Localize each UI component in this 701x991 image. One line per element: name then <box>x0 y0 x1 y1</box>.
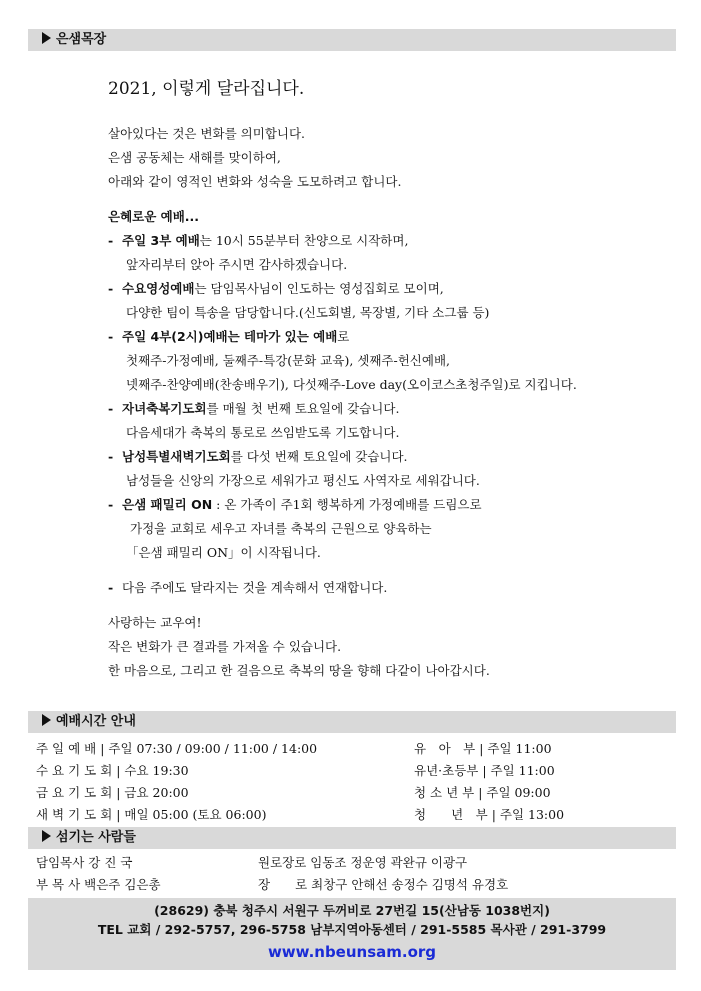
section-header-schedule <box>28 711 676 733</box>
staff-right: 원로장로 임동조 정운영 곽완규 이광구 <box>258 855 468 870</box>
staff-right: 장 로 최창구 안해선 송정수 김명석 유경호 <box>258 877 509 892</box>
section-title: 섬기는 사람들 <box>56 830 136 845</box>
article-title: 2021, 이렇게 달라집니다. <box>108 79 305 99</box>
staff-row <box>36 874 676 896</box>
list-item-cont: 첫째주-가정예배, 둘째주-특강(문화 교육), 셋째주-헌신예배, <box>126 353 450 368</box>
closing-line: 사랑하는 교우여! <box>108 615 202 630</box>
staff-row <box>36 852 676 874</box>
staff-left: 담임목사 강 진 국 <box>36 855 133 870</box>
article <box>108 78 668 683</box>
schedule-right: 청 소 년 부 | 주일 09:00 <box>414 785 551 800</box>
schedule-left: 수 요 기 도 회 | 수요 19:30 <box>36 763 189 778</box>
schedule-left: 주 일 예 배 | 주일 07:30 / 09:00 / 11:00 / 14:00 <box>36 741 318 756</box>
closing-line: 작은 변화가 큰 결과를 가져올 수 있습니다. <box>108 639 342 654</box>
schedule-row <box>36 804 676 826</box>
intro-line: 살아있다는 것은 변화를 의미합니다. <box>108 126 306 141</box>
next-note: - 다음 주에도 달라지는 것을 계속해서 연재합니다. <box>108 580 388 595</box>
triangle-bullet-icon <box>42 32 51 44</box>
schedule-right: 청 년 부 | 주일 13:00 <box>414 807 565 822</box>
closing-line: 한 마음으로, 그리고 한 걸음으로 축복의 땅을 향해 다같이 나아갑시다. <box>108 663 490 678</box>
triangle-bullet-icon <box>42 830 51 842</box>
intro-line: 은샘 공동체는 새해를 맞이하여, <box>108 150 281 165</box>
schedule-left: 새 벽 기 도 회 | 매일 05:00 (토요 06:00) <box>36 807 267 822</box>
list-item: - 은샘 패밀리 ON : 온 가족이 주1회 행복하게 가정예배를 드림으로 <box>108 497 482 512</box>
list-item-cont: 「은샘 패밀리 ON」이 시작됩니다. <box>126 545 321 560</box>
staff-left: 부 목 사 백은주 김은총 <box>36 877 161 892</box>
footer <box>28 898 676 970</box>
list-item-cont: 다양한 팀이 특송을 담당합니다.(신도회별, 목장별, 기타 소그룹 등) <box>126 305 490 320</box>
list-item-cont: 앞자리부터 앉아 주시면 감사하겠습니다. <box>126 257 348 272</box>
list-item: - 수요영성예배는 담임목사님이 인도하는 영성집회로 모이며, <box>108 281 444 296</box>
schedule-right: 유년·초등부 | 주일 11:00 <box>414 763 555 778</box>
list-item: - 주일 3부 예배는 10시 55분부터 찬양으로 시작하며, <box>108 233 409 248</box>
triangle-bullet-icon <box>42 714 51 726</box>
article-subhead: 은혜로운 예배... <box>108 209 200 224</box>
schedule-row <box>36 782 676 804</box>
list-item-cont: 남성들을 신앙의 가장으로 세워가고 평신도 사역자로 세워갑니다. <box>126 473 480 488</box>
list-item-cont: 다음세대가 축복의 통로로 쓰임받도록 기도합니다. <box>126 425 400 440</box>
worship-schedule <box>36 738 676 826</box>
list-item: - 자녀축복기도회를 매월 첫 번째 토요일에 갖습니다. <box>108 401 400 416</box>
section-header-eunsam <box>28 29 676 51</box>
staff-list <box>36 852 676 896</box>
website-link[interactable]: www.nbeunsam.org <box>267 943 437 961</box>
intro-line: 아래와 같이 영적인 변화와 성숙을 도모하려고 합니다. <box>108 174 402 189</box>
list-item-cont: 가정을 교회로 세우고 자녀를 축복의 근원으로 양육하는 <box>130 521 432 536</box>
phone-numbers: TEL 교회 / 292-5757, 296-5758 남부지역아동센터 / 291-5585 목사관 / 291-3799 <box>97 922 607 937</box>
list-item-cont: 넷째주-찬양예배(찬송배우기), 다섯째주-Love day(오이코스초청주일)로 지킵니다. <box>126 377 577 392</box>
list-item: - 주일 4부(2시)예배는 테마가 있는 예배로 <box>108 329 350 344</box>
schedule-left: 금 요 기 도 회 | 금요 20:00 <box>36 785 189 800</box>
section-title: 예배시간 안내 <box>56 714 136 729</box>
section-header-staff <box>28 827 676 849</box>
schedule-right: 유 아 부 | 주일 11:00 <box>414 741 552 756</box>
schedule-row <box>36 760 676 782</box>
schedule-row <box>36 738 676 760</box>
address: (28629) 충북 청주시 서원구 두꺼비로 27번길 15(산남동 1038번지) <box>154 903 550 918</box>
section-title: 은샘목장 <box>56 32 107 47</box>
list-item: - 남성특별새벽기도회를 다섯 번째 토요일에 갖습니다. <box>108 449 408 464</box>
